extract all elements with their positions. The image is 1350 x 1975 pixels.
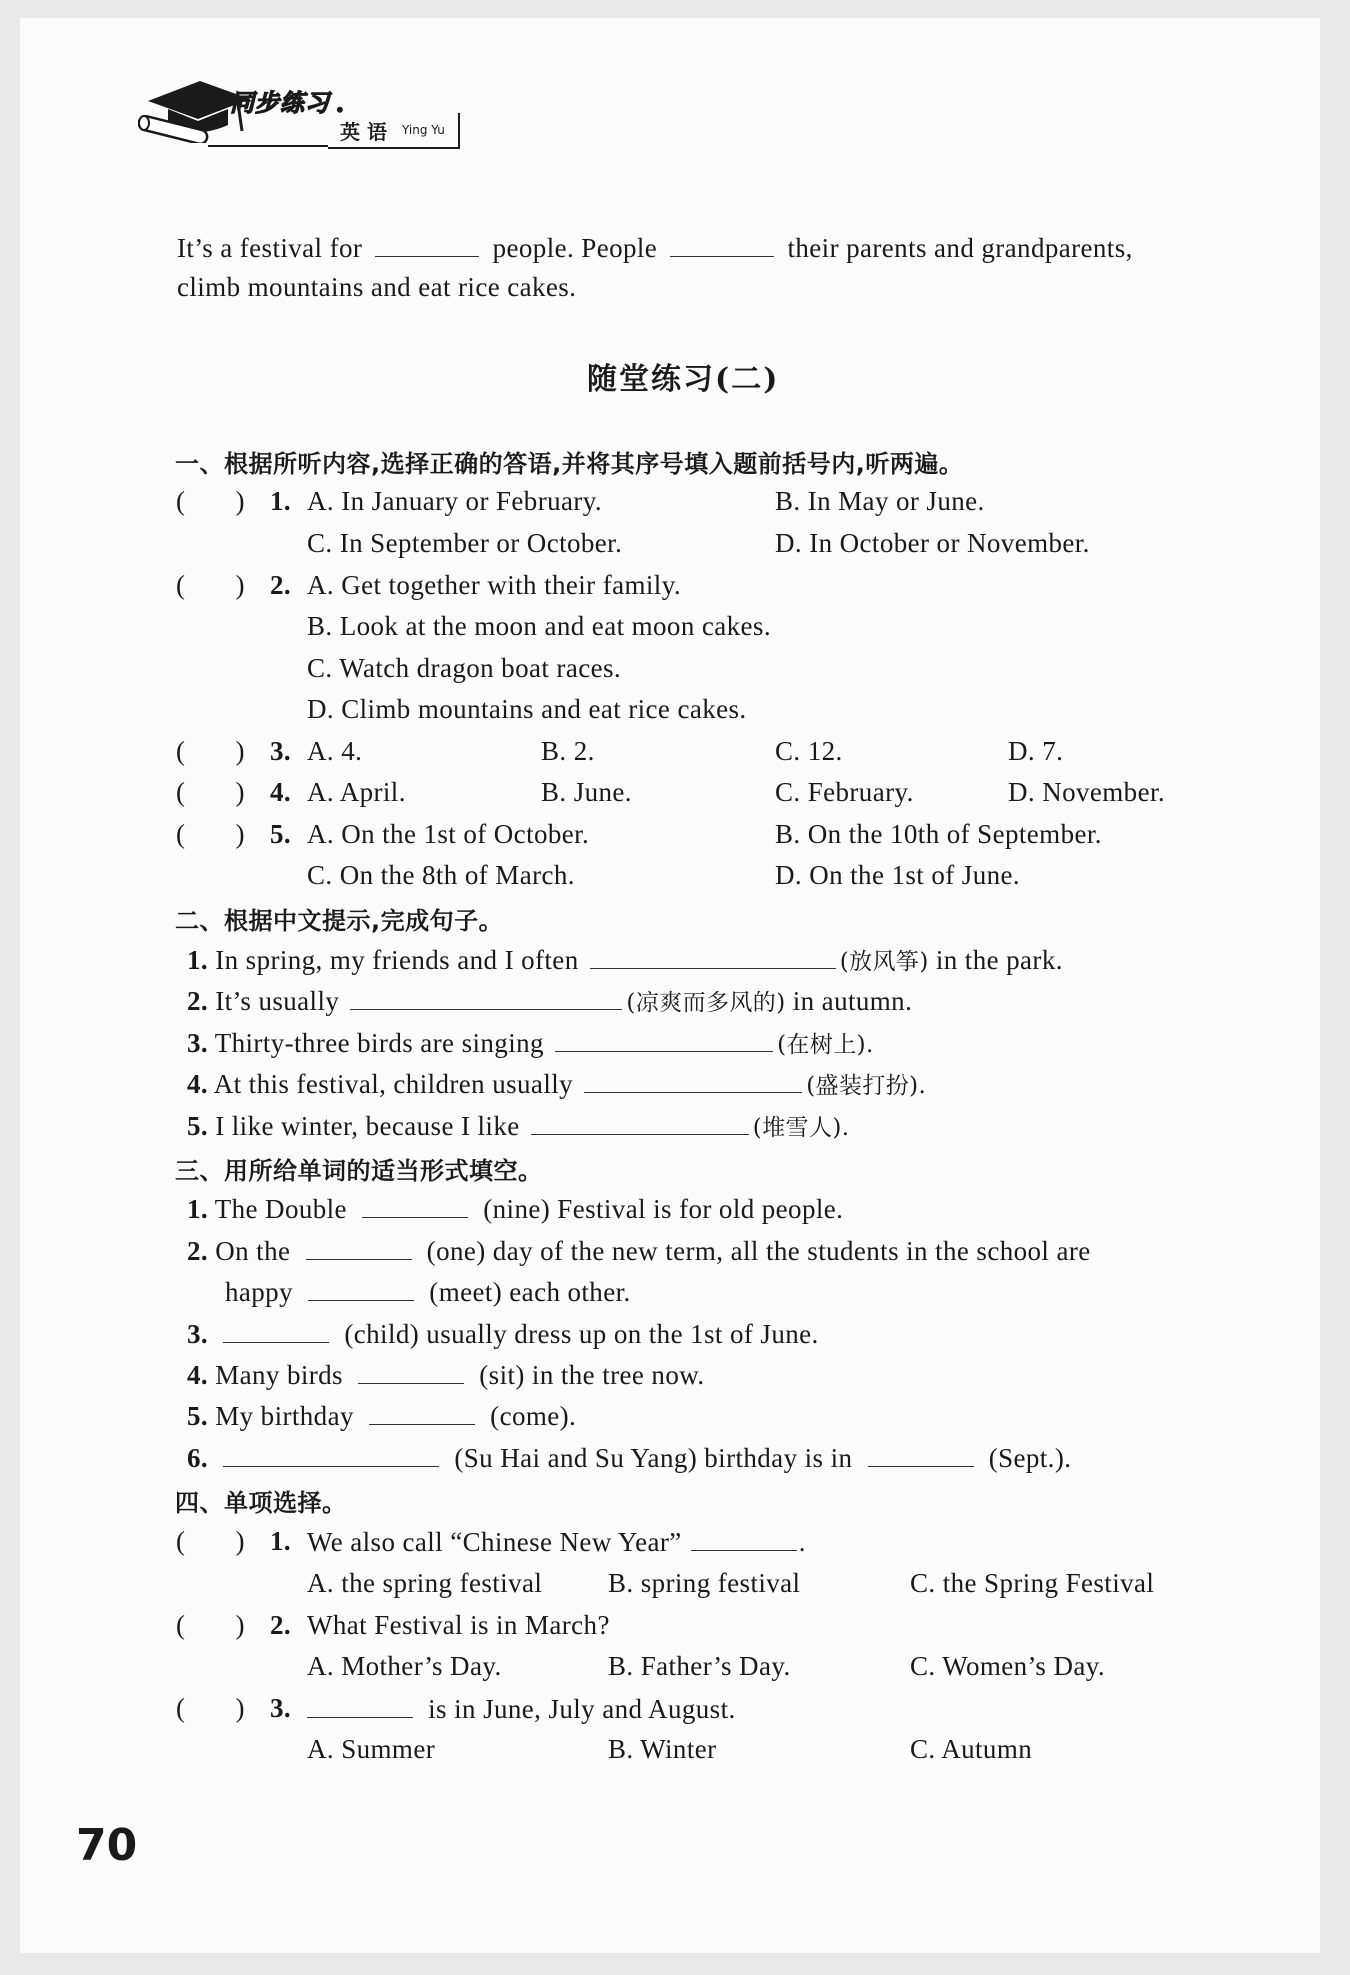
option-d: D. November. — [1008, 777, 1166, 807]
sentence-text: (sit) in the tree now. — [479, 1360, 705, 1390]
sentence-text: (child) usually dress up on the 1st of June. — [344, 1319, 819, 1349]
question-stem — [307, 1691, 736, 1726]
fill-in-4 — [187, 1357, 705, 1392]
item-number: 1. — [187, 1194, 209, 1224]
stem-text: is in June, July and August. — [428, 1694, 736, 1724]
part3-heading: 三、用所给单词的适当形式填空。 — [175, 1157, 543, 1185]
option-a: A. 4. — [307, 736, 363, 766]
sentence-text: Many birds — [215, 1360, 343, 1390]
sentence-3 — [187, 1025, 874, 1062]
sentence-text: On the — [215, 1236, 291, 1266]
answer-blank[interactable] — [223, 1440, 439, 1467]
answer-bracket[interactable]: ( ) — [176, 819, 245, 849]
page-number: 70 — [76, 1820, 138, 1871]
fill-in-3 — [187, 1316, 819, 1351]
option-b: B. In May or June. — [775, 486, 985, 516]
answer-bracket[interactable]: ( ) — [176, 777, 245, 807]
sentence-text: happy — [225, 1277, 293, 1307]
option-c: C. Watch dragon boat races. — [307, 653, 622, 683]
stem-text: We also call “Chinese New Year” — [307, 1527, 682, 1557]
answer-bracket[interactable]: ( ) — [176, 1693, 245, 1723]
option-d: D. In October or November. — [775, 528, 1090, 558]
option-c: C. 12. — [775, 736, 843, 766]
item-number: 2. — [187, 1236, 209, 1266]
sentence-text: in the park. — [935, 945, 1063, 975]
section-title: 随堂练习(二) — [587, 362, 780, 397]
question-stem: What Festival is in March? — [307, 1610, 610, 1640]
intro-text-b: people. People — [492, 233, 658, 263]
answer-blank[interactable] — [358, 1357, 464, 1384]
item-number: 6. — [187, 1443, 209, 1473]
answer-bracket[interactable]: ( ) — [176, 486, 245, 516]
option-b: B. spring festival — [608, 1568, 801, 1598]
option-a: A. Summer — [307, 1734, 436, 1764]
header-rule — [208, 145, 328, 147]
part2-heading: 二、根据中文提示,完成句子。 — [175, 907, 504, 935]
question-number: 1. — [270, 486, 292, 516]
question-number: 3. — [270, 1693, 292, 1723]
option-a: A. April. — [307, 777, 406, 807]
question-number: 3. — [270, 736, 292, 766]
sentence-text: (nine) Festival is for old people. — [483, 1194, 844, 1224]
option-b: B. 2. — [541, 736, 595, 766]
answer-blank[interactable] — [223, 1316, 329, 1343]
sentence-text: in autumn. — [792, 986, 913, 1016]
answer-blank[interactable] — [555, 1025, 773, 1052]
chinese-hint: (盛装打扮). — [806, 1073, 927, 1099]
answer-blank[interactable] — [691, 1524, 797, 1551]
answer-blank[interactable] — [670, 230, 774, 257]
sentence-text: At this festival, children usually — [213, 1069, 574, 1099]
option-b: B. Winter — [608, 1734, 717, 1764]
sentence-1 — [187, 942, 1063, 979]
sentence-text: (Sept.). — [988, 1443, 1072, 1473]
option-c: C. the Spring Festival — [910, 1568, 1155, 1598]
question-stem — [307, 1524, 806, 1559]
answer-blank[interactable] — [590, 942, 836, 969]
chinese-hint: (凉爽而多风的) — [626, 990, 786, 1016]
sentence-text: The Double — [214, 1194, 347, 1224]
workbook-page — [20, 18, 1320, 1953]
fill-in-5 — [187, 1398, 576, 1433]
option-a: A. Mother’s Day. — [307, 1651, 502, 1681]
chinese-hint: (放风筝) — [839, 949, 929, 975]
intro-line-2: climb mountains and eat rice cakes. — [177, 272, 577, 302]
option-a: A. In January or February. — [307, 486, 603, 516]
option-c: C. Autumn — [910, 1734, 1033, 1764]
item-number: 2. — [187, 986, 209, 1016]
option-d: D. Climb mountains and eat rice cakes. — [307, 694, 747, 724]
answer-bracket[interactable]: ( ) — [176, 1526, 245, 1556]
answer-bracket[interactable]: ( ) — [176, 1610, 245, 1640]
item-number: 4. — [187, 1360, 209, 1390]
option-b: B. June. — [541, 777, 632, 807]
answer-blank[interactable] — [531, 1108, 749, 1135]
answer-bracket[interactable]: ( ) — [176, 570, 245, 600]
sentence-text: In spring, my friends and I often — [215, 945, 579, 975]
item-number: 3. — [187, 1028, 209, 1058]
intro-text-a: It’s a festival for — [177, 233, 363, 263]
fill-in-2 — [187, 1233, 1091, 1268]
item-number: 5. — [187, 1401, 209, 1431]
question-number: 2. — [270, 1610, 292, 1640]
sentence-text: (meet) each other. — [429, 1277, 631, 1307]
option-b: B. Look at the moon and eat moon cakes. — [307, 611, 771, 641]
answer-blank[interactable] — [307, 1691, 413, 1718]
answer-bracket[interactable]: ( ) — [176, 736, 245, 766]
sentence-5 — [187, 1108, 849, 1145]
sentence-4 — [187, 1066, 926, 1103]
answer-blank[interactable] — [375, 230, 479, 257]
sentence-text: I like winter, because I like — [215, 1111, 520, 1141]
item-number: 1. — [187, 945, 209, 975]
answer-blank[interactable] — [584, 1066, 802, 1093]
item-number: 4. — [187, 1069, 209, 1099]
item-number: 5. — [187, 1111, 209, 1141]
part1-heading: 一、根据所听内容,选择正确的答语,并将其序号填入题前括号内,听两遍。 — [175, 450, 964, 478]
part4-heading: 四、单项选择。 — [175, 1489, 347, 1517]
subject-label: 英 语 — [340, 120, 387, 144]
sentence-2 — [187, 983, 912, 1020]
option-b: B. Father’s Day. — [608, 1651, 791, 1681]
sentence-text: (Su Hai and Su Yang) birthday is in — [454, 1443, 853, 1473]
answer-blank[interactable] — [306, 1233, 412, 1260]
question-number: 2. — [270, 570, 292, 600]
answer-blank[interactable] — [308, 1274, 414, 1301]
question-number: 4. — [270, 777, 292, 807]
option-a: A. On the 1st of October. — [307, 819, 590, 849]
answer-blank[interactable] — [350, 983, 622, 1010]
header-dot: • — [336, 97, 344, 122]
sentence-text: Thirty-three birds are singing — [214, 1028, 544, 1058]
question-number: 1. — [270, 1526, 292, 1556]
option-c: C. On the 8th of March. — [307, 860, 575, 890]
option-c: C. February. — [775, 777, 914, 807]
sentence-text: It’s usually — [215, 986, 340, 1016]
fill-in-2-line-2 — [225, 1274, 631, 1309]
chinese-hint: (在树上). — [777, 1032, 874, 1058]
option-a: A. Get together with their family. — [307, 570, 681, 600]
subject-pinyin: Ying Yu — [402, 123, 445, 137]
intro-line-1 — [177, 230, 1133, 265]
sentence-text: My birthday — [215, 1401, 354, 1431]
option-d: D. 7. — [1008, 736, 1064, 766]
sentence-text: (one) day of the new term, all the students in the school are — [426, 1236, 1091, 1266]
item-number: 3. — [187, 1319, 209, 1349]
fill-in-6 — [187, 1440, 1071, 1475]
option-b: B. On the 10th of September. — [775, 819, 1102, 849]
page-header — [138, 73, 548, 173]
sentence-text: (come). — [490, 1401, 577, 1431]
fill-in-1 — [187, 1191, 843, 1226]
series-title: 同步练习 — [230, 89, 330, 117]
option-c: C. Women’s Day. — [910, 1651, 1106, 1681]
answer-blank[interactable] — [369, 1398, 475, 1425]
subject-box — [328, 113, 460, 149]
stem-end: . — [798, 1527, 806, 1557]
question-number: 5. — [270, 819, 292, 849]
answer-blank[interactable] — [868, 1440, 974, 1467]
chinese-hint: (堆雪人). — [752, 1115, 850, 1141]
option-c: C. In September or October. — [307, 528, 623, 558]
intro-text-c: their parents and grandparents, — [787, 233, 1133, 263]
option-d: D. On the 1st of June. — [775, 860, 1021, 890]
answer-blank[interactable] — [362, 1191, 468, 1218]
option-a: A. the spring festival — [307, 1568, 543, 1598]
